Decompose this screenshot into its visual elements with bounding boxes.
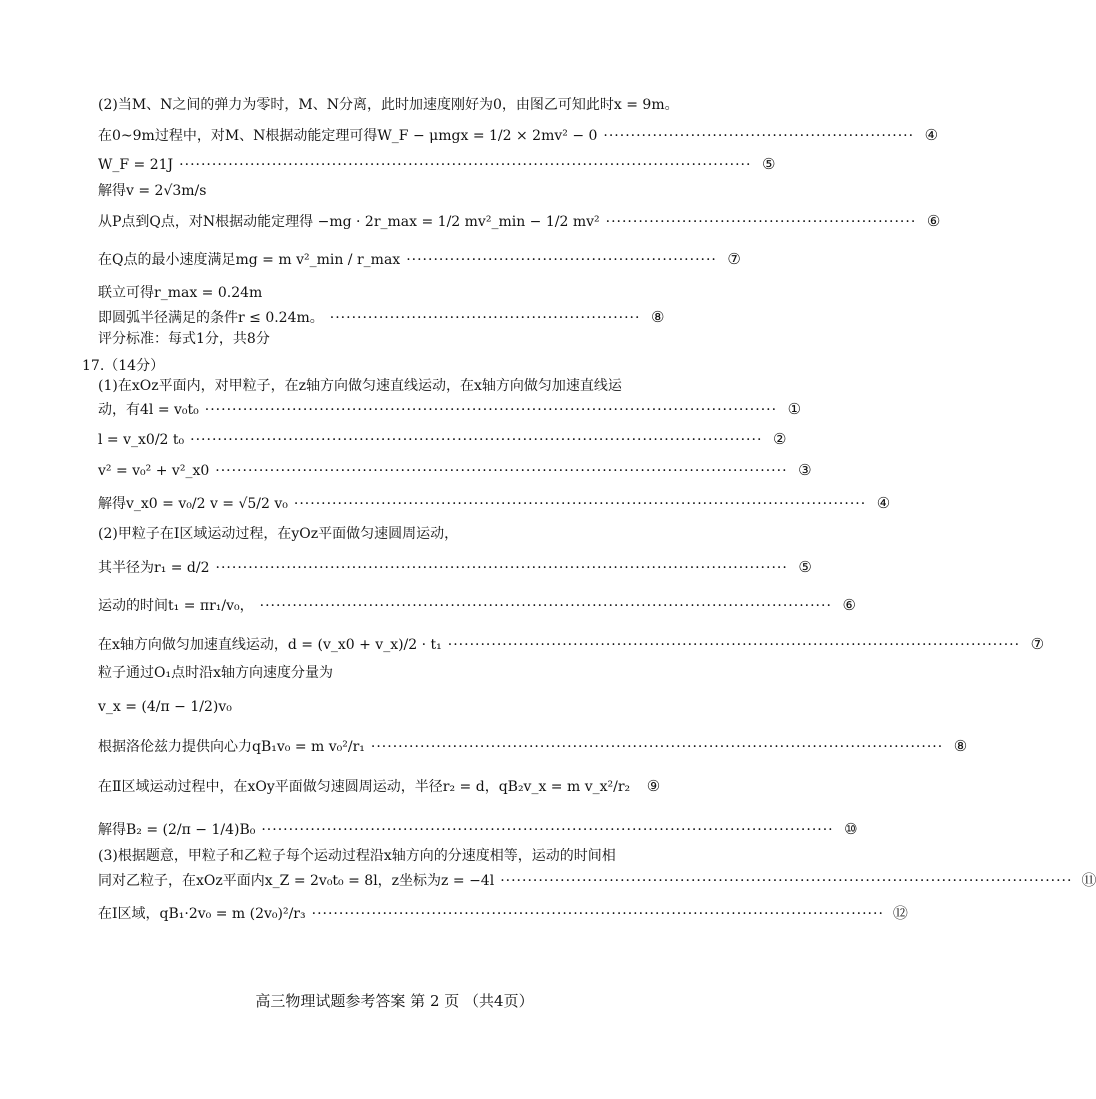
eq-mark-6b: ⑥ bbox=[842, 596, 856, 614]
line-8-text: 即圆弧半径满足的条件r ≤ 0.24m。 bbox=[98, 309, 324, 326]
line-13: l = v_x0/2 t₀ ········································································································· ② bbox=[98, 430, 787, 448]
line-19: 在x轴方向做匀加速直线运动，d = (v_x0 + v_x)/2 · t₁ ········································································································· ⑦ bbox=[98, 635, 1045, 653]
line-17-text: 其半径为r₁ = d/2 bbox=[98, 559, 210, 576]
line-5: 从P点到Q点，对N根据动能定理得 −mg · 2r_max = 1/2 mv²_min − 1/2 mv² ························································· ⑥ bbox=[98, 212, 941, 230]
line-15-text: 解得v_x0 = v₀/2 v = √5/2 v₀ bbox=[98, 495, 288, 512]
line-19-text: 在x轴方向做匀加速直线运动，d = (v_x0 + v_x)/2 · t₁ bbox=[98, 636, 442, 653]
eq-mark-12: ⑫ bbox=[892, 904, 908, 922]
line-14: v² = v₀² + v²_x0 ········································································································· ③ bbox=[98, 461, 812, 479]
eq-mark-5b: ⑤ bbox=[798, 558, 812, 576]
line-3: W_F = 21J ········································································································· ⑤ bbox=[98, 155, 776, 173]
line-1 bbox=[98, 98, 679, 112]
line-17: 其半径为r₁ = d/2 ········································································································· ⑤ bbox=[98, 558, 812, 576]
line-27: 在Ⅰ区域，qB₁·2v₀ = m (2v₀)²/r₃ ········································································································· ⑫ bbox=[98, 904, 908, 922]
eq-mark-3: ③ bbox=[798, 461, 812, 479]
line-7 bbox=[98, 286, 262, 300]
line-4 bbox=[98, 184, 206, 198]
eq-mark-8b: ⑧ bbox=[953, 737, 968, 755]
line-16-text: (2)甲粒子在Ⅰ区域运动过程，在yOz平面做匀速圆周运动， bbox=[98, 526, 459, 542]
eq-mark-4b: ④ bbox=[876, 494, 891, 512]
line-27-text: 在Ⅰ区域，qB₁·2v₀ = m (2v₀)²/r₃ bbox=[98, 905, 306, 922]
line-21 bbox=[98, 700, 232, 714]
line-23-text: 在Ⅱ区域运动过程中，在xOy平面做匀速圆周运动，半径r₂ = d，qB₂v_x = m v_x²/r₂ bbox=[98, 778, 631, 795]
eq-mark-1: ① bbox=[787, 400, 802, 418]
eq-mark-6a: ⑥ bbox=[926, 212, 941, 230]
eq-mark-2: ② bbox=[772, 430, 787, 448]
line-7-text: 联立可得r_max = 0.24m bbox=[98, 285, 263, 301]
line-2: 在0~9m过程中，对M、N根据动能定理可得W_F − μmgx = 1/2 × 2mv² − 0 ························································· ④ bbox=[98, 126, 939, 144]
eq-mark-5a: ⑤ bbox=[762, 155, 776, 173]
eq-mark-4a: ④ bbox=[924, 126, 939, 144]
question-17-heading: 17.（14分） bbox=[82, 358, 165, 374]
line-9 bbox=[98, 332, 270, 346]
line-2-text: 在0~9m过程中，对M、N根据动能定理可得W_F − μmgx = 1/2 × 2mv² − 0 bbox=[98, 127, 598, 144]
line-11 bbox=[98, 379, 622, 393]
line-1-text: (2)当M、N之间的弹力为零时，M、N分离，此时加速度刚好为0，由图乙可知此时x = 9m。 bbox=[98, 97, 679, 113]
line-11-text: (1)在xOz平面内，对甲粒子，在z轴方向做匀速直线运动，在x轴方向做匀加速直线运 bbox=[98, 378, 622, 394]
line-14-text: v² = v₀² + v²_x0 bbox=[98, 462, 210, 479]
line-21-text: v_x = (4/π − 1/2)v₀ bbox=[98, 699, 232, 715]
line-3-text: W_F = 21J bbox=[98, 156, 174, 173]
eq-mark-8a: ⑧ bbox=[651, 308, 665, 326]
line-15: 解得v_x0 = v₀/2 v = √5/2 v₀ ········································································································· ④ bbox=[98, 494, 891, 512]
line-8: 即圆弧半径满足的条件r ≤ 0.24m。 ························································· ⑧ bbox=[98, 308, 665, 326]
eq-mark-7a: ⑦ bbox=[727, 250, 741, 268]
line-16 bbox=[98, 527, 458, 541]
line-20 bbox=[98, 666, 333, 680]
line-12-text: 动，有4l = v₀t₀ bbox=[98, 401, 199, 418]
eq-mark-9: ⑨ bbox=[646, 777, 661, 795]
page-footer: 高三物理试题参考答案 第 2 页 （共4页） bbox=[255, 992, 534, 1010]
eq-mark-7b: ⑦ bbox=[1030, 635, 1045, 653]
line-22-text: 根据洛伦兹力提供向心力qB₁v₀ = m v₀²/r₁ bbox=[98, 738, 365, 755]
line-12: 动，有4l = v₀t₀ ········································································································· ① bbox=[98, 400, 802, 418]
line-6-text: 在Q点的最小速度满足mg = m v²_min / r_max bbox=[98, 251, 401, 268]
line-23 bbox=[98, 777, 661, 795]
line-22: 根据洛伦兹力提供向心力qB₁v₀ = m v₀²/r₁ ········································································································· ⑧ bbox=[98, 737, 968, 755]
line-4-text: 解得v = 2√3m/s bbox=[98, 183, 207, 199]
line-5-text: 从P点到Q点，对N根据动能定理得 −mg · 2r_max = 1/2 mv²_min − 1/2 mv² bbox=[98, 213, 600, 230]
line-25-text: (3)根据题意，甲粒子和乙粒子每个运动过程沿x轴方向的分速度相等，运动的时间相 bbox=[98, 848, 616, 864]
line-18: 运动的时间t₁ = πr₁/v₀， ········································································································· ⑥ bbox=[98, 596, 856, 614]
line-24-text: 解得B₂ = (2/π − 1/4)B₀ bbox=[98, 821, 256, 838]
line-25 bbox=[98, 849, 616, 863]
eq-mark-10: ⑩ bbox=[844, 820, 858, 838]
line-13-text: l = v_x0/2 t₀ bbox=[98, 431, 185, 448]
line-6: 在Q点的最小速度满足mg = m v²_min / r_max ························································· ⑦ bbox=[98, 250, 741, 268]
line-20-text: 粒子通过O₁点时沿x轴方向速度分量为 bbox=[98, 665, 333, 681]
line-26: 同对乙粒子，在xOz平面内x_Z = 2v₀t₀ = 8l，z坐标为z = −4l ········································································································· ⑪ bbox=[98, 871, 1096, 889]
line-24: 解得B₂ = (2/π − 1/4)B₀ ········································································································· ⑩ bbox=[98, 820, 858, 838]
line-9-text: 评分标准：每式1分，共8分 bbox=[98, 331, 270, 347]
eq-mark-11: ⑪ bbox=[1081, 871, 1096, 889]
line-18-text: 运动的时间t₁ = πr₁/v₀， bbox=[98, 597, 254, 614]
line-26-text: 同对乙粒子，在xOz平面内x_Z = 2v₀t₀ = 8l，z坐标为z = −4l bbox=[98, 872, 495, 889]
